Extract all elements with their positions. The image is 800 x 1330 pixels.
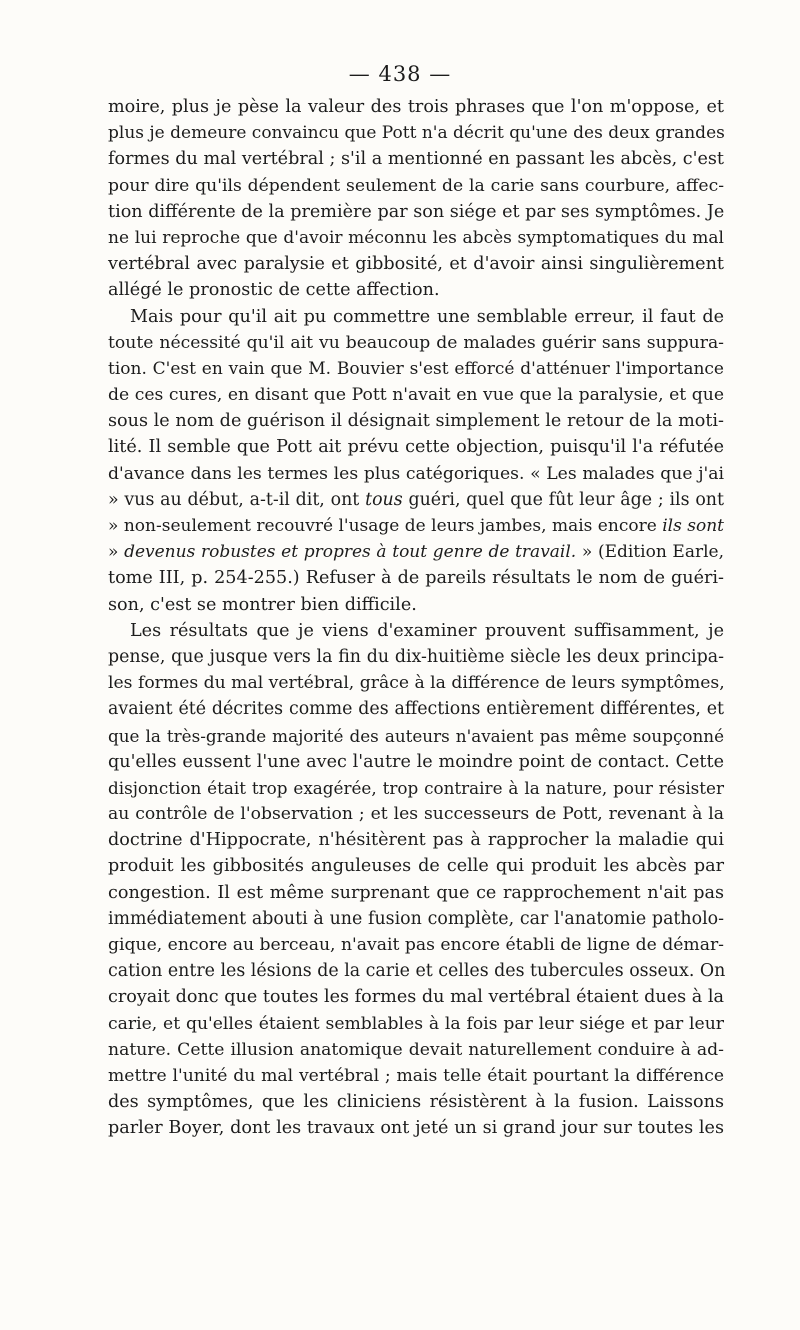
text-segment: » vus au début, a-t-il dit, ont bbox=[108, 489, 366, 510]
text-segment: » bbox=[108, 542, 125, 563]
text-segment: » (Edition Earle, bbox=[576, 542, 725, 563]
text-line: ne lui reproche que d'avoir méconnu les abcès symptomatiques du mal bbox=[108, 227, 724, 248]
page-number: — 438 — bbox=[348, 62, 452, 86]
text-line: parler Boyer, dont les travaux ont jeté un si grand jour sur toutes les bbox=[108, 1118, 724, 1139]
italic-segment: tous bbox=[365, 489, 403, 510]
text-line: cation entre les lésions de la carie et celles des tubercules osseux. On bbox=[108, 961, 726, 982]
text-line bbox=[108, 513, 724, 539]
text-line: plus je demeure convaincu que Pott n'a décrit qu'une des deux grandes bbox=[108, 123, 725, 144]
text-line: des symptômes, que les cliniciens résistèrent à la fusion. Laissons bbox=[108, 1092, 724, 1113]
text-line: lité. Il semble que Pott ait prévu cette objection, puisqu'il l'a réfutée bbox=[108, 437, 724, 458]
text-line: avaient été décrites comme des affections entièrement différentes, et bbox=[108, 699, 724, 720]
text-segment: guéri, quel que fût leur âge ; ils ont bbox=[402, 489, 724, 510]
text-line: qu'elles eussent l'une avec l'autre le moindre point de contact. Cette bbox=[108, 751, 724, 772]
text-line: mettre l'unité du mal vertébral ; mais telle était pourtant la différence bbox=[108, 1065, 724, 1086]
text-line: croyait donc que toutes les formes du mal vertébral étaient dues à la bbox=[108, 987, 724, 1008]
text-line bbox=[108, 487, 724, 513]
italic-segment: devenus robustes et propres à tout genre de travail. bbox=[124, 542, 577, 563]
text-line: moire, plus je pèse la valeur des trois phrases que l'on m'oppose, et bbox=[108, 97, 724, 117]
text-line: que la très-grande majorité des auteurs n'avaient pas même soupçonné bbox=[108, 725, 724, 746]
text-line: allégé le pronostic de cette affection. bbox=[108, 280, 440, 301]
text-line: au contrôle de l'observation ; et les successeurs de Pott, revenant à la bbox=[108, 804, 724, 825]
text-line: carie, et qu'elles étaient semblables à la fois par leur siége et par leur bbox=[108, 1013, 724, 1034]
text-line: congestion. Il est même surprenant que ce rapprochement n'ait pas bbox=[108, 882, 724, 903]
text-line: produit les gibbosités anguleuses de celle qui produit les abcès par bbox=[108, 856, 724, 877]
text-line: tome III, p. 254-255.) Refuser à de pareils résultats le nom de guéri- bbox=[108, 568, 724, 589]
text-line: d'avance dans les termes les plus catégoriques. « Les malades que j'ai bbox=[108, 463, 724, 484]
text-line: son, c'est se montrer bien difficile. bbox=[108, 594, 417, 615]
text-line: tion différente de la première par son siége et par ses symptômes. Je bbox=[108, 201, 725, 222]
text-line: toute nécessité qu'il ait vu beaucoup de malades guérir sans suppura- bbox=[108, 332, 724, 353]
text-line: immédiatement abouti à une fusion complète, car l'anatomie patholo- bbox=[108, 908, 724, 929]
body-text bbox=[108, 94, 724, 1142]
text-line: nature. Cette illusion anatomique devait naturellement conduire à ad- bbox=[108, 1039, 724, 1060]
text-line: Mais pour qu'il ait pu commettre une semblable erreur, il faut de bbox=[130, 306, 724, 327]
text-line: doctrine d'Hippocrate, n'hésitèrent pas à rapprocher la maladie qui bbox=[108, 830, 724, 851]
text-line: pour dire qu'ils dépendent seulement de la carie sans courbure, affec- bbox=[108, 175, 724, 196]
text-line: formes du mal vertébral ; s'il a mentionné en passant les abcès, c'est bbox=[108, 149, 724, 170]
text-line: Les résultats que je viens d'examiner prouvent suffisamment, je bbox=[130, 620, 724, 641]
italic-segment: ils sont bbox=[662, 516, 724, 536]
text-line: gique, encore au berceau, n'avait pas encore établi de ligne de démar- bbox=[108, 935, 724, 955]
text-line: sous le nom de guérison il désignait simplement le retour de la moti- bbox=[108, 411, 724, 432]
text-line bbox=[108, 539, 724, 565]
text-line: de ces cures, en disant que Pott n'avait en vue que la paralysie, et que bbox=[108, 385, 724, 406]
text-line: disjonction était trop exagérée, trop contraire à la nature, pour résister bbox=[108, 777, 724, 798]
text-line: les formes du mal vertébral, grâce à la différence de leurs symptômes, bbox=[108, 673, 725, 694]
text-segment: » non-seulement recouvré l'usage de leurs jambes, mais encore bbox=[108, 516, 663, 536]
text-line: vertébral avec paralysie et gibbosité, et d'avoir ainsi singulièrement bbox=[108, 254, 724, 275]
text-line: pense, que jusque vers la fin du dix-huitième siècle les deux principa- bbox=[108, 646, 724, 667]
text-line: tion. C'est en vain que M. Bouvier s'est efforcé d'atténuer l'importance bbox=[108, 358, 724, 379]
